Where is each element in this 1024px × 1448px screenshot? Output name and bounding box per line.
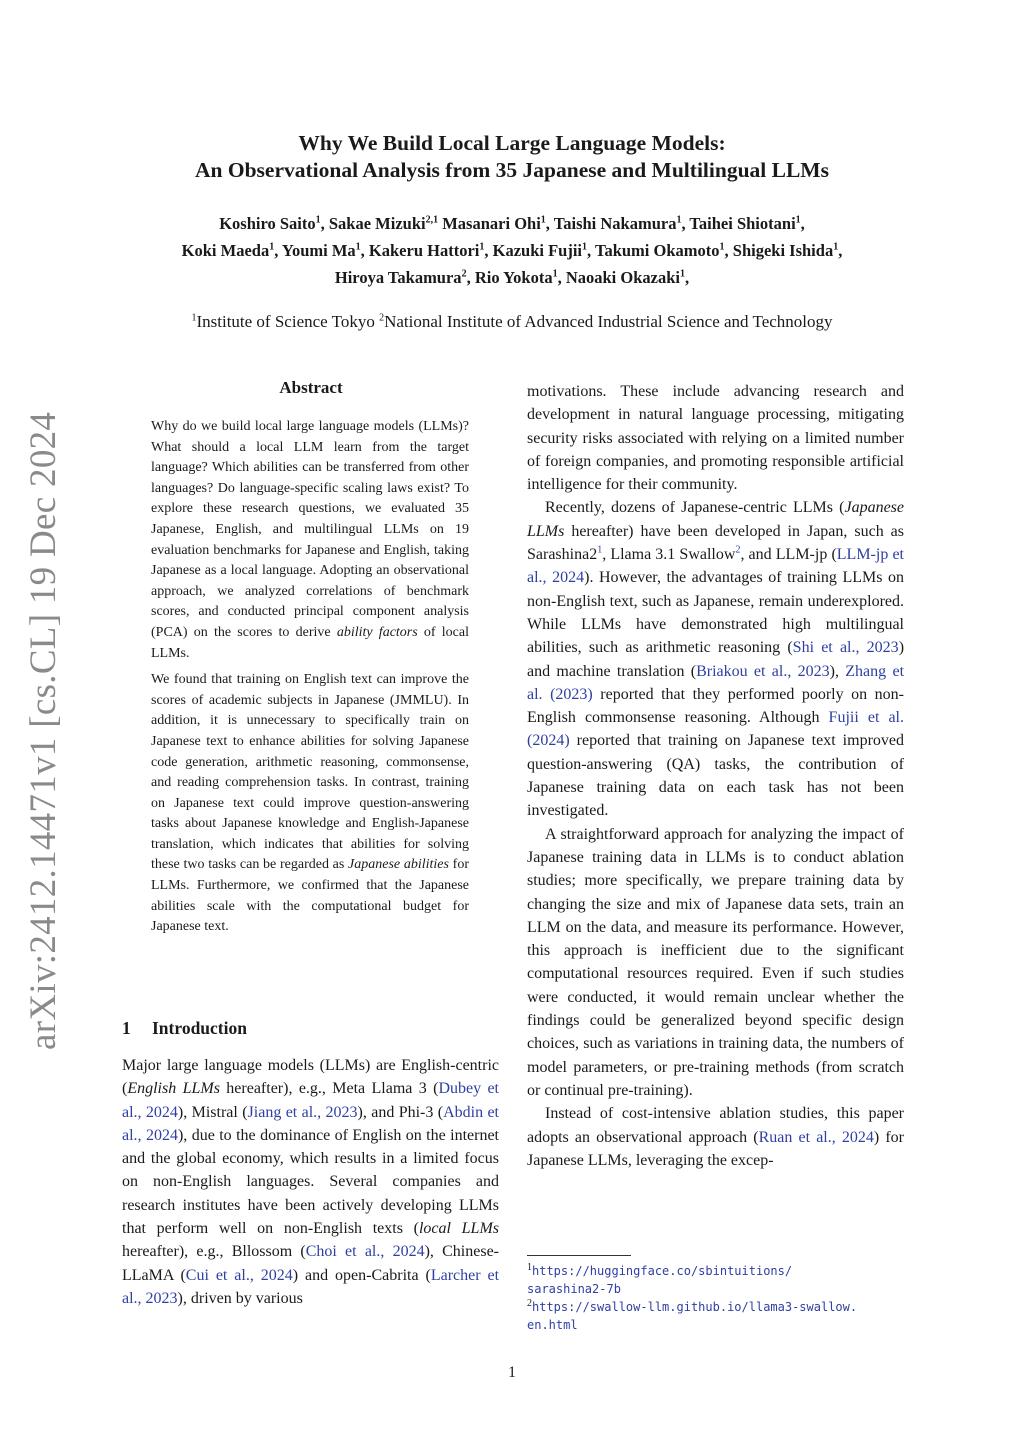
intro-paragraph: A straightforward approach for analyzing the impact of Japanese training data in LLMs is to conduct ablation studies; more specifically, we prepare training data by changing the size and mix of Japanese data sets, train an LLM on the data, and measure its performance. However, this approach is inefficient due to the significant computational resources required. Even if such studies were conducted, it would remain unclear whether the findings could be generalized beyond specific design choices, such as variations in training data, the numbers of model parameters, or pre-training methods (from scratch or continual pre-training). bbox=[527, 825, 904, 1099]
abstract-paragraph: Why do we build local large language models (LLMs)? What should a local LLM learn from the target language? Which abilities can be transferred from other languages? Do language-specific scaling laws exist? To explore these research questions, we evaluated 35 Japanese, English, and multilingual LLMs on 19 evaluation benchmarks for Japanese and English, taking Japanese as a local language. Adopting an observational approach, we analyzed correlations of benchmark scores, and conducted principal component analysis (PCA) on the scores to derive ability factors of local LLMs. bbox=[151, 419, 469, 661]
author: Koki Maeda$^1$, bbox=[181, 241, 282, 260]
citation-link[interactable]: Cui et al., 2024 bbox=[185, 1266, 293, 1284]
intro-paragraph: Recently, dozens of Japanese-centric LLMs (Japanese LLMs hereafter) have been developed in Japan, such as Sarashina2$^1$, Llama 3.1 Swallow$^2$, and LLM-jp (LLM-jp et al., 2024). However, the advantages of training LLMs on non-English text, such as Japanese, remain underexplored. While LLMs have demonstrated high multilingual abilities, such as arithmetic reasoning (Shi et al., 2023) and machine translation (Briakou et al., 2023), Zhang et al. (2023) reported that they performed poorly on non-English commonsense reasoning. Although Fujii et al. (2024) reported that training on Japanese text improved question-answering (QA) tasks, the contribution of Japanese training data on each task has not been investigated. bbox=[527, 499, 905, 820]
footnote-ref[interactable]: 1 bbox=[597, 544, 603, 556]
citation-link[interactable]: LLM-jp et al., 2024 bbox=[527, 546, 904, 587]
author-line-1 bbox=[70, 210, 954, 237]
title-line-1: Why We Build Local Large Language Models: bbox=[298, 131, 726, 155]
title-line-2: An Observational Analysis from 35 Japanese and Multilingual LLMs bbox=[195, 158, 829, 182]
author: Koshiro Saito$^1$, bbox=[219, 214, 329, 233]
citation-link[interactable]: Zhang et al. (2023) bbox=[527, 662, 905, 703]
author: Shigeki Ishida$^1$, bbox=[732, 241, 843, 260]
author: Taishi Nakamura$^1$, bbox=[553, 214, 690, 233]
author: Takumi Okamoto$^1$, bbox=[594, 241, 733, 260]
intro-right-column bbox=[527, 380, 904, 1172]
citation-link[interactable]: Jiang et al., 2023 bbox=[247, 1103, 358, 1121]
author: Taihei Shiotani$^1$, bbox=[689, 214, 805, 233]
author: Hiroya Takamura$^2$, bbox=[334, 268, 475, 287]
author: Kakeru Hattori$^1$, bbox=[368, 241, 493, 260]
citation-link[interactable]: Dubey et al., 2024 bbox=[122, 1080, 499, 1121]
abstract-heading: Abstract bbox=[279, 378, 343, 397]
author: Sakae Mizuki$^{2,1}$ bbox=[328, 214, 439, 233]
citation-link[interactable]: Shi et al., 2023 bbox=[792, 639, 899, 657]
intro-paragraph: Major large language models (LLMs) are English-centric (English LLMs hereafter), e.g., Meta Llama 3 (Dubey et al., 2024), Mistral (Jiang et al., 2023), and Phi-3 (Abdin et al., 2024), due to the dominance of English on the internet and the global economy, which results in a limited focus on non-English languages. Several companies and research institutes have been actively developing LLMs that perform well on non-English texts (local LLMs hereafter), e.g., Bllossom (Choi et al., 2024), Chinese-LLaMA (Cui et al., 2024) and open-Cabrita (Larcher et al., 2023), driven by various bbox=[122, 1057, 500, 1307]
footnote-ref[interactable]: 2 bbox=[735, 544, 741, 556]
citation-link[interactable]: Fujii et al. (2024) bbox=[527, 709, 904, 750]
intro-paragraph: motivations. These include advancing research and development in natural language processing, mitigating security risks associated with relying on a limited number of foreign companies, and promoting responsible artificial intelligence for their community. bbox=[527, 383, 904, 494]
intro-left-column bbox=[122, 1054, 499, 1310]
author: Kazuki Fujii$^1$, bbox=[492, 241, 595, 260]
author: Masanari Ohi$^1$, bbox=[442, 214, 554, 233]
author: Rio Yokota$^1$, bbox=[474, 268, 566, 287]
affiliations: $^1$Institute of Science Tokyo $^2$National Institute of Advanced Industrial Science and Technology bbox=[191, 312, 833, 331]
footnote[interactable]: $^1$https://huggingface.co/sbintuitions/ sarashina2-7b bbox=[527, 1262, 793, 1296]
footnote-divider bbox=[527, 1255, 631, 1256]
author-line-2 bbox=[70, 237, 954, 264]
abstract-paragraph: We found that training on English text can improve the scores of academic subjects in Japanese (JMMLU). In addition, it is unnecessary to specifically train on Japanese text to enhance abilities for solving Japanese code generation, arithmetic reasoning, commonsense, and reading comprehension tasks. In contrast, training on Japanese text could improve question-answering tasks about Japanese knowledge and English-Japanese translation, which indicates that abilities for solving these two tasks can be regarded as Japanese abilities for LLMs. Furthermore, we confirmed that the Japanese abilities scale with the computational budget for Japanese text. bbox=[151, 672, 469, 935]
footnotes bbox=[527, 1262, 904, 1334]
arxiv-stamp: arXiv:2412.14471v1 [cs.CL] 19 Dec 2024 bbox=[23, 411, 64, 1050]
intro-paragraph: Instead of cost-intensive ablation studies, this paper adopts an observational approach (Ruan et al., 2024) for Japanese LLMs, leveraging the excep- bbox=[527, 1105, 905, 1169]
paper-title bbox=[100, 130, 924, 184]
citation-link[interactable]: Choi et al., 2024 bbox=[305, 1243, 425, 1261]
author: Naoaki Okazaki$^1$, bbox=[565, 268, 690, 287]
page-number: 1 bbox=[508, 1364, 516, 1381]
footnote[interactable]: $^2$https://swallow-llm.github.io/llama3-swallow. en.html bbox=[527, 1298, 858, 1332]
citation-link[interactable]: Abdin et al., 2024 bbox=[122, 1103, 499, 1144]
author: Youmi Ma$^1$, bbox=[281, 241, 369, 260]
abstract-body bbox=[151, 417, 469, 944]
section-heading-introduction: 1 Introduction bbox=[122, 1018, 247, 1038]
author-list bbox=[70, 210, 954, 291]
author-line-3 bbox=[70, 264, 954, 291]
citation-link[interactable]: Briakou et al., 2023 bbox=[696, 662, 830, 680]
citation-link[interactable]: Larcher et al., 2023 bbox=[122, 1266, 500, 1307]
citation-link[interactable]: Ruan et al., 2024 bbox=[758, 1128, 874, 1146]
